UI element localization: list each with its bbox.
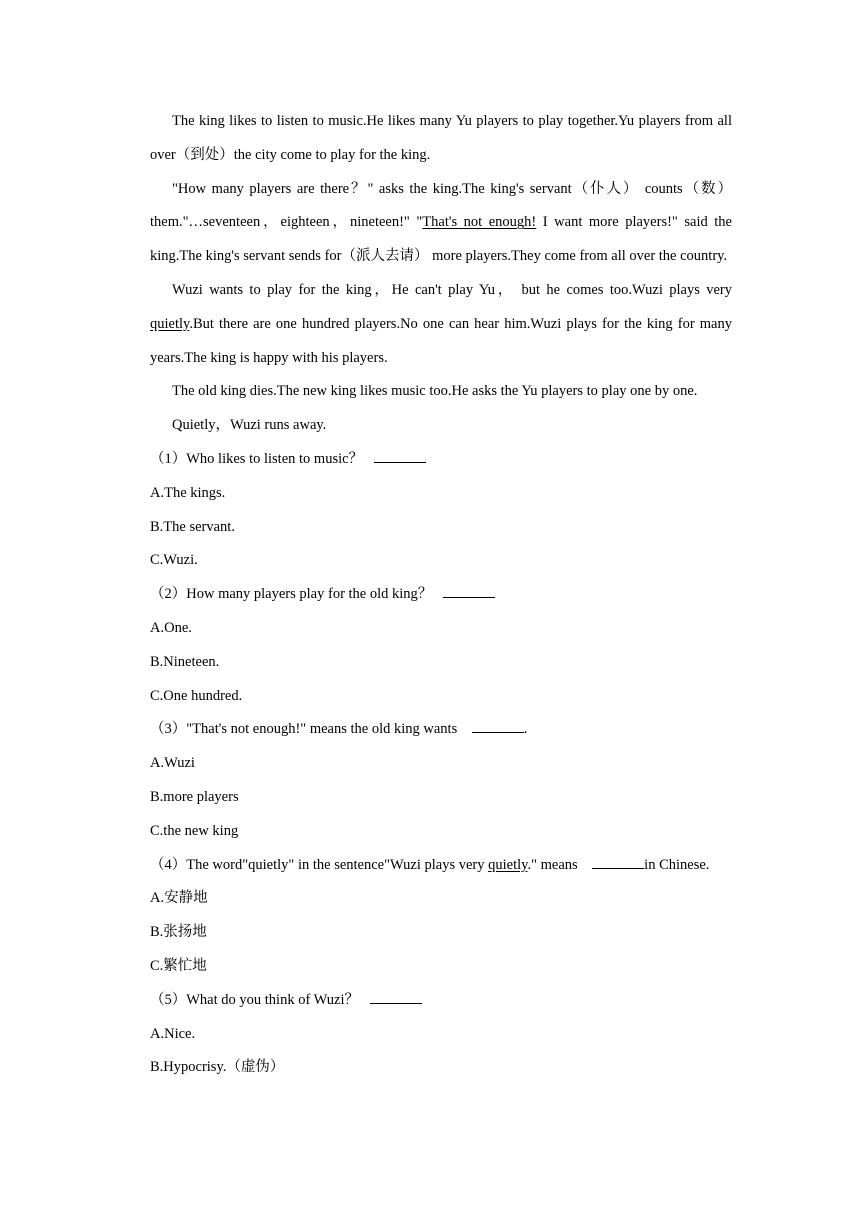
underlined-phrase: That's not enough! (422, 214, 537, 231)
question-5-option-a[interactable]: A.Nice. (150, 1025, 196, 1042)
question-1-option-c[interactable]: C.Wuzi. (150, 552, 198, 569)
answer-blank[interactable] (443, 596, 495, 598)
passage-text: Wuzi wants to play for the king，He can't play Yu， but he comes too.Wuzi plays very (172, 281, 732, 298)
question-text-end: in Chinese. (644, 856, 710, 873)
passage-paragraph-1: The king likes to listen to music.He likes many Yu players to play together.Yu players from all over（到处）the city come to play for the king. (150, 113, 732, 163)
question-text: （1）Who likes to listen to music？ (150, 450, 364, 467)
question-text: （5）What do you think of Wuzi？ (150, 991, 359, 1008)
question-1-option-b[interactable]: B.The servant. (150, 518, 235, 535)
question-4-stem (150, 849, 732, 883)
question-text: （3）"That's not enough!" means the old king wants (150, 721, 458, 738)
question-4-option-b[interactable]: B.张扬地 (150, 924, 207, 941)
question-5-stem (150, 984, 732, 1018)
question-text-end: . (523, 721, 528, 738)
passage-paragraph-2 (150, 173, 732, 274)
passage-text: "How many players are there？" asks the king.The king's servant（仆人） counts（数） them."…seventeen，eighteen，nineteen!" " (150, 180, 732, 231)
question-1-option-a[interactable]: A.The kings. (150, 484, 226, 501)
underlined-word: quietly (488, 856, 528, 873)
passage-paragraph-3 (150, 274, 732, 375)
question-1-stem (150, 443, 732, 477)
question-text: （4）The word"quietly" in the sentence"Wuzi plays very (150, 856, 489, 873)
question-4-option-a[interactable]: A.安静地 (150, 890, 208, 907)
passage-paragraph-5: Quietly，Wuzi runs away. (172, 417, 327, 434)
question-text: （2）How many players play for the old king？ (150, 586, 433, 603)
question-3-option-c[interactable]: C.the new king (150, 822, 239, 839)
question-3-option-b[interactable]: B.more players (150, 788, 239, 805)
answer-blank[interactable] (592, 867, 644, 869)
question-2-stem (150, 578, 732, 612)
passage-text: .But there are one hundred players.No one can hear him.Wuzi plays for the king for many years.The king is happy with his players. (150, 315, 732, 366)
question-3-option-a[interactable]: A.Wuzi (150, 755, 195, 772)
passage-paragraph-4: The old king dies.The new king likes music too.He asks the Yu players to play one by one. (172, 383, 698, 400)
question-5-option-b[interactable]: B.Hypocrisy.（虚伪） (150, 1059, 285, 1076)
question-3-stem (150, 713, 732, 747)
answer-blank[interactable] (374, 461, 426, 463)
underlined-word: quietly (150, 315, 190, 332)
question-4-option-c[interactable]: C.繁忙地 (150, 957, 207, 974)
answer-blank[interactable] (472, 731, 524, 733)
question-2-option-a[interactable]: A.One. (150, 619, 192, 636)
answer-blank[interactable] (370, 1002, 422, 1004)
passage-text: I want more players!" said the king.The king's servant sends for（派人去请） more players.They come from all over the country. (150, 214, 732, 265)
document-body (150, 105, 732, 1085)
question-2-option-c[interactable]: C.One hundred. (150, 687, 243, 704)
question-2-option-b[interactable]: B.Nineteen. (150, 653, 220, 670)
question-text: ." means (527, 856, 578, 873)
